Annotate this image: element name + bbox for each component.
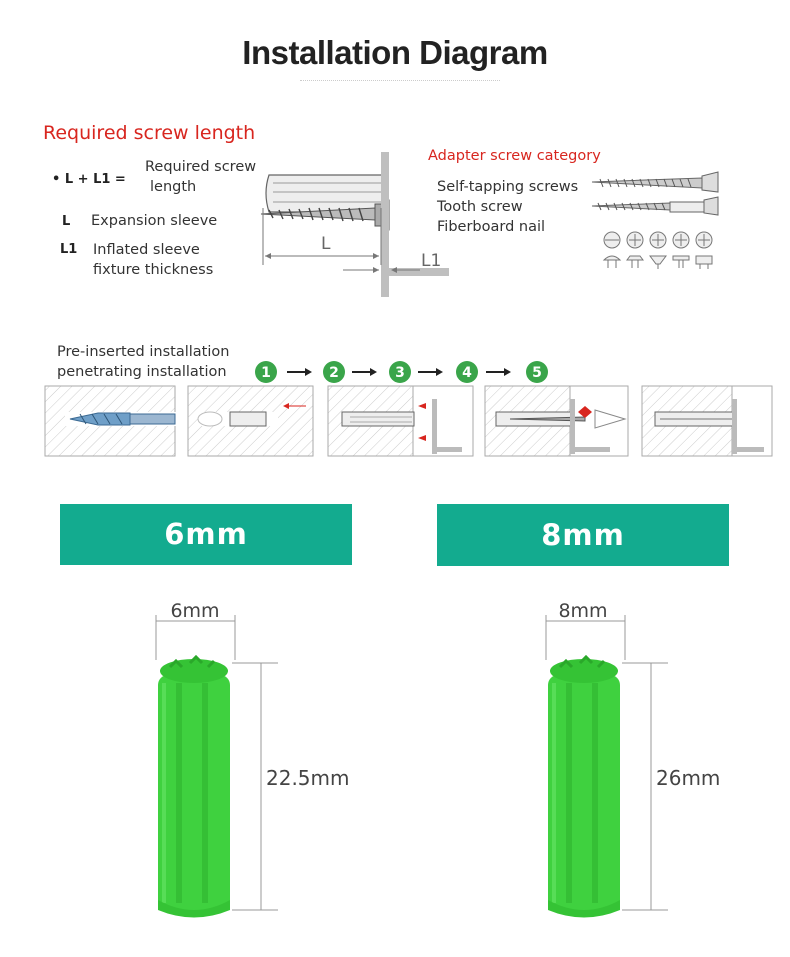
length-label-22-5mm: 22.5mm: [266, 766, 350, 790]
wall-anchor-icon: [548, 657, 620, 918]
install-label-penetrating: penetrating installation: [57, 364, 227, 380]
length-label-26mm: 26mm: [656, 766, 721, 790]
step-insert-sleeve-panel: [188, 386, 313, 456]
adapter-item-tooth-screw: Tooth screw: [437, 199, 523, 215]
l1-symbol: L1: [60, 242, 78, 257]
step-3-number: 3: [395, 365, 405, 381]
installation-steps-illustration: [40, 384, 775, 460]
screw-types-illustration: [590, 170, 730, 280]
install-label-pre-inserted: Pre-inserted installation: [57, 344, 230, 360]
title-divider: [300, 80, 500, 81]
step-5-badge: [526, 361, 548, 383]
step-2-number: 2: [329, 365, 339, 381]
required-screw-length-heading: Required screw length: [43, 122, 256, 144]
step-5-number: 5: [532, 365, 542, 381]
step-1-number: 1: [261, 365, 271, 381]
step-2-badge: [323, 361, 345, 383]
step-4-number: 4: [462, 365, 472, 381]
l-symbol: L: [62, 214, 71, 229]
arrow-icon: [287, 368, 312, 376]
adapter-item-self-tapping: Self-tapping screws: [437, 179, 579, 195]
adapter-screw-category-heading: Adapter screw category: [428, 148, 601, 164]
screw-length-diagram: [255, 150, 455, 300]
arrow-icon: [352, 368, 377, 376]
size-band-8mm: 8mm: [437, 504, 729, 566]
step-place-fixture-panel: [328, 386, 473, 456]
step-4-badge: [456, 361, 478, 383]
size-band-6mm: 6mm: [60, 504, 352, 565]
diagram-l-label: L: [321, 234, 331, 254]
l-description: Expansion sleeve: [91, 213, 218, 229]
expansion-sleeve-drawing: [266, 175, 385, 212]
step-finished-panel: [642, 386, 772, 456]
adapter-item-fiberboard-nail: Fiberboard nail: [437, 219, 546, 235]
step-1-badge: [255, 361, 277, 383]
step-drill-panel: [45, 386, 177, 456]
page-title: Installation Diagram: [242, 34, 548, 71]
arrow-icon: [418, 368, 443, 376]
tooth-screw-icon: [592, 197, 718, 215]
anchor-8mm-diagram: [530, 595, 750, 925]
step-3-badge: [389, 361, 411, 383]
formula-symbol: • L + L1 =: [52, 172, 126, 187]
width-label-8mm: 8mm: [558, 600, 608, 622]
screw-heads-icon: [604, 232, 712, 269]
wall-anchor-icon: [158, 657, 230, 918]
anchor-6mm-diagram: [140, 595, 380, 925]
step-drive-screw-panel: [485, 386, 628, 456]
width-label-6mm: 6mm: [170, 600, 220, 622]
l1-description-line2: fixture thickness: [93, 262, 214, 278]
formula-text-line1: Required screw: [145, 159, 257, 175]
formula-text-line2: length: [150, 179, 197, 195]
l1-description-line1: Inflated sleeve: [93, 242, 200, 258]
self-tapping-screw-icon: [592, 172, 718, 192]
arrow-icon: [486, 368, 511, 376]
diagram-l1-label: L1: [421, 251, 442, 271]
